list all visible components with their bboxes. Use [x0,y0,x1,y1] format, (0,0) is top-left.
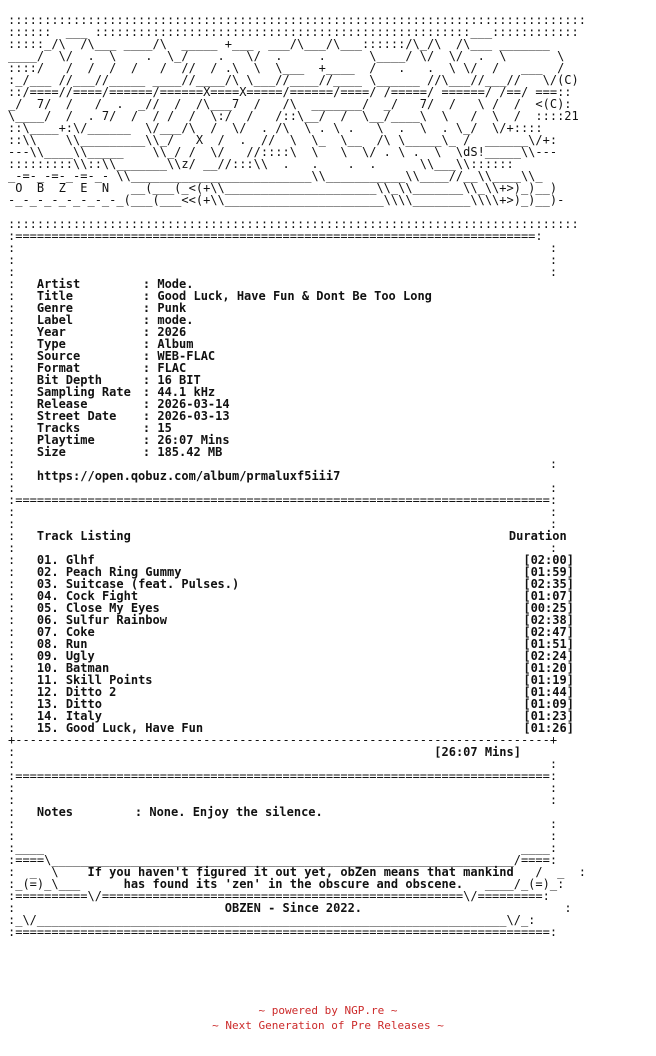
info-value: Album [157,337,194,351]
info-row: : Bit Depth : 16 BIT [8,373,201,387]
info-label: Tracks [36,421,81,435]
track-number: 13. [36,697,59,711]
blank-row: : : [8,541,558,555]
track-duration: [01:07] [523,589,574,603]
track-number: 01. [36,553,59,567]
info-value: 2026 [157,325,187,339]
info-value: 16 BIT [157,373,201,387]
track-row: : 10. Batman [01:20] [8,661,574,675]
release-info-block [8,278,586,458]
info-row: : Year : 2026 [8,325,187,339]
tracklist-header-row: : Track Listing Duration [8,529,567,543]
info-label: Year [36,325,66,339]
url-row: : https://open.qobuz.com/album/prmaluxf5iii7 [8,469,341,483]
track-name: Ugly [65,649,95,663]
track-row: : 15. Good Luck, Have Fun [01:26] [8,721,574,735]
track-row: : 14. Italy [01:23] [8,709,574,723]
info-label: Sampling Rate [36,385,131,399]
info-row: : Playtime : 26:07 Mins [8,433,230,447]
info-label: Playtime [36,433,95,447]
track-name: Ditto [65,697,102,711]
track-duration: [01:26] [523,721,574,735]
info-row: : Tracks : 15 [8,421,172,435]
info-row: : Source : WEB-FLAC [8,349,216,363]
track-duration: [02:38] [523,613,574,627]
track-row: : 02. Peach Ring Gummy [01:59] [8,565,574,579]
info-row: : Title : Good Luck, Have Fun & Dont Be Too Long [8,289,432,303]
track-name: Cock Fight [65,589,139,603]
track-row: : 03. Suitcase (feat. Pulses.) [02:35] [8,577,574,591]
ascii-divider: :____ ____: [8,841,558,855]
track-name: Skill Points [65,673,153,687]
info-row: : Type : Album [8,337,194,351]
track-duration: [01:44] [523,685,574,699]
track-number: 04. [36,589,59,603]
ascii-divider: :==========================================================================: [8,925,558,939]
notes-value: None. Enjoy the silence. [149,805,323,819]
track-row: : 01. Glhf [02:00] [8,553,574,567]
track-number: 14. [36,709,59,723]
track-row: : 04. Cock Fight [01:07] [8,589,574,603]
info-value: 2026-03-14 [157,397,230,411]
info-label: Artist [36,277,81,291]
ascii-divider: :_\/_________________________________________________________________\/_: [8,913,536,927]
info-row: : Street Date : 2026-03-13 [8,409,230,423]
ascii-divider: :====\________________________________________________________________/====: [8,853,558,867]
track-duration: [02:47] [523,625,574,639]
blank-row: : : [8,829,558,843]
track-duration: [01:23] [523,709,574,723]
nfo-document [8,14,586,938]
track-name: Batman [65,661,110,675]
since-text: OBZEN - Since 2022. [224,901,363,915]
info-row: : Sampling Rate : 44.1 kHz [8,385,216,399]
notes-row: : Notes : None. Enjoy the silence. [8,805,323,819]
track-name: Coke [65,625,95,639]
info-label: Release [36,397,88,411]
blank-row: : : [8,505,558,519]
track-name: Suitcase (feat. Pulses.) [65,577,240,591]
info-value: WEB-FLAC [157,349,216,363]
info-label: Title [36,289,74,303]
track-name: Glhf [65,553,95,567]
track-row: : 12. Ditto 2 [01:44] [8,685,574,699]
info-value: Good Luck, Have Fun & Dont Be Too Long [157,289,432,303]
track-row: : 07. Coke [02:47] [8,625,574,639]
total-separator: +--------------------------------------------------------------------------+ [8,733,558,747]
blank-row: : : [8,253,558,267]
info-value: 26:07 Mins [157,433,230,447]
blank-row: : : [8,241,558,255]
track-number: 15. [36,721,59,735]
motto-row-2: :_(=)_\___ has found its 'zen' in the obscure and obscene. ____/_(=)_: [8,877,565,891]
info-row: : Genre : Punk [8,301,187,315]
info-value: mode. [157,313,194,327]
track-number: 05. [36,601,59,615]
info-value: 44.1 kHz [157,385,216,399]
info-value: Punk [157,301,187,315]
track-name: Ditto 2 [65,685,117,699]
track-title [37,614,509,626]
info-label: Label [36,313,74,327]
info-label: Source [36,349,81,363]
album-link[interactable]: https://open.qobuz.com/album/prmaluxf5iii7 [36,469,341,483]
track-number: 06. [36,613,59,627]
track-number: 02. [36,565,59,579]
track-number: 10. [36,661,59,675]
track-title [37,626,509,638]
blank-row: : : [8,517,558,531]
section-separator: :==========================================================================: [8,769,558,783]
track-number: 07. [36,625,59,639]
track-name: Run [65,637,88,651]
track-duration: [02:24] [523,649,574,663]
motto-line-1: If you haven't figured it out yet, obZen means that mankind [87,865,514,879]
track-number: 11. [36,673,59,687]
track-duration: [02:35] [523,577,574,591]
info-value: 185.42 MB [157,445,223,459]
header-separator: ::::::::::::::::::::::::::::::::::::::::::::::::::::::::::::::::::::::::::::::: :========================================================================: [8,217,579,243]
track-row: : 13. Ditto [01:09] [8,697,574,711]
info-label: Bit Depth [36,373,102,387]
track-duration: [01:19] [523,673,574,687]
info-value: Mode. [157,277,194,291]
track-duration: [00:25] [523,601,574,615]
blank-row: : : [8,793,558,807]
track-name: Close My Eyes [65,601,160,615]
track-title [37,638,509,650]
footer-tagline: ~ Next Generation of Pre Releases ~ [212,1019,444,1032]
footer [0,1003,656,1033]
info-row: : Label : mode. [8,313,194,327]
info-row: : Size : 185.42 MB [8,445,223,459]
track-number: 03. [36,577,59,591]
blank-row: : : [8,265,558,279]
notes-label: Notes [36,805,74,819]
track-row: : 09. Ugly [02:24] [8,649,574,663]
track-row: : 06. Sulfur Rainbow [02:38] [8,613,574,627]
track-row: : 05. Close My Eyes [00:25] [8,601,574,615]
blank-row: : : [8,757,558,771]
duration-header: Duration [508,529,567,543]
info-row: : Release : 2026-03-14 [8,397,230,411]
track-list [8,554,586,734]
tracklist-header: Track Listing [36,529,131,543]
info-label: Genre [36,301,74,315]
track-row: : 08. Run [01:51] [8,637,574,651]
total-row: : [26:07 Mins] [8,745,521,759]
info-label: Format [36,361,81,375]
blank-row: : : [8,781,558,795]
info-row: : Artist : Mode. [8,277,194,291]
ascii-banner: :::::::::::::::::::::::::::::::::::::::::::::::::::::::::::::::::::::::::::::::: :::::: ___ ::::::::::::::::::::::::::::::::::::::::::::::::::::___:::::::::::: :::::_/\ /\___ ____/\ _____ +___ ___/\___/\___::::::/\_/\ /\___ _______ ____/ \/ . \ . \_/ . \/ . . \____/ \/ \/ . \ \ ::::/ / / / / / // / .\ \ \___ +____ / . . \ \/ / ___ / :_/___ //___//_____ ____//____/\ \___//____//____ \______ //\___//___// \/(C) ::/====//====/======/======X====X=====/======/====/ /=====/ ======/ /==/ ===:: _/ 7/ / / . _// / /\___7 / /\ _______/ _/ 7/ / \ / / <(C): \____/ / . 7/ / / / / \:/ / /::\__/ / \__/____\ \ / \ / ::::21 ::\____+:\/______ \/___/\ / \/ . /\ \ . \ . \ . \ . \_/ \/+:::: ::\\ \\_________\\_/ X / . // \ \_ \__ /\ \_____\_ / ______\/+: ---\\____\\_____ \\_/ / \/ //::::\ \ \ \/ . \ . \ \dS!_____\\--- :::::::::\\::\\_______\\z/ __//:::\\ . . . . \\___\\:::::: _-=-_-=-_-=-_- \\_________________________\\___________\\____//__\\____\\_ O B Z E N __(___(_<(+\\_____________________\\_\\_______\\_\\+>)_)__) -_-_-_-_-_-_-_-_(___(___<<(+\\______________________\\\\________\\\\+>)_)__)- [8,13,586,207]
track-name: Peach Ring Gummy [65,565,182,579]
track-duration: [02:00] [523,553,574,567]
track-title [37,686,509,698]
track-name: Italy [65,709,102,723]
track-duration: [01:09] [523,697,574,711]
track-duration: [01:20] [523,661,574,675]
total-duration: [26:07 Mins] [434,745,521,759]
info-value: 2026-03-13 [157,409,230,423]
info-label: Size [36,445,66,459]
track-row: : 11. Skill Points [01:19] [8,673,574,687]
track-number: 12. [36,685,59,699]
info-value: FLAC [157,361,187,375]
motto-row-1: : _ \ If you haven't figured it out yet, obZen means that mankind / _ : [8,865,586,879]
track-number: 08. [36,637,59,651]
blank-row: : : [8,817,558,831]
info-label: Street Date [36,409,117,423]
track-name: Sulfur Rainbow [65,613,167,627]
track-duration: [01:59] [523,565,574,579]
since-row: : OBZEN - Since 2022. : [8,901,572,915]
blank-row: : : [8,481,558,495]
ascii-divider: :==========\/==================================================\/=========: [8,889,550,903]
info-label: Type [36,337,66,351]
track-title [37,698,509,710]
info-value: 15 [157,421,172,435]
footer-powered-by[interactable]: ~ powered by NGP.re ~ [258,1004,398,1017]
info-row: : Format : FLAC [8,361,187,375]
motto-line-2: has found its 'zen' in the obscure and obscene. [123,877,464,891]
section-separator: :==========================================================================: [8,493,558,507]
track-number: 09. [36,649,59,663]
blank-row: : : [8,457,558,471]
track-name: Good Luck, Have Fun [65,721,204,735]
track-duration: [01:51] [523,637,574,651]
